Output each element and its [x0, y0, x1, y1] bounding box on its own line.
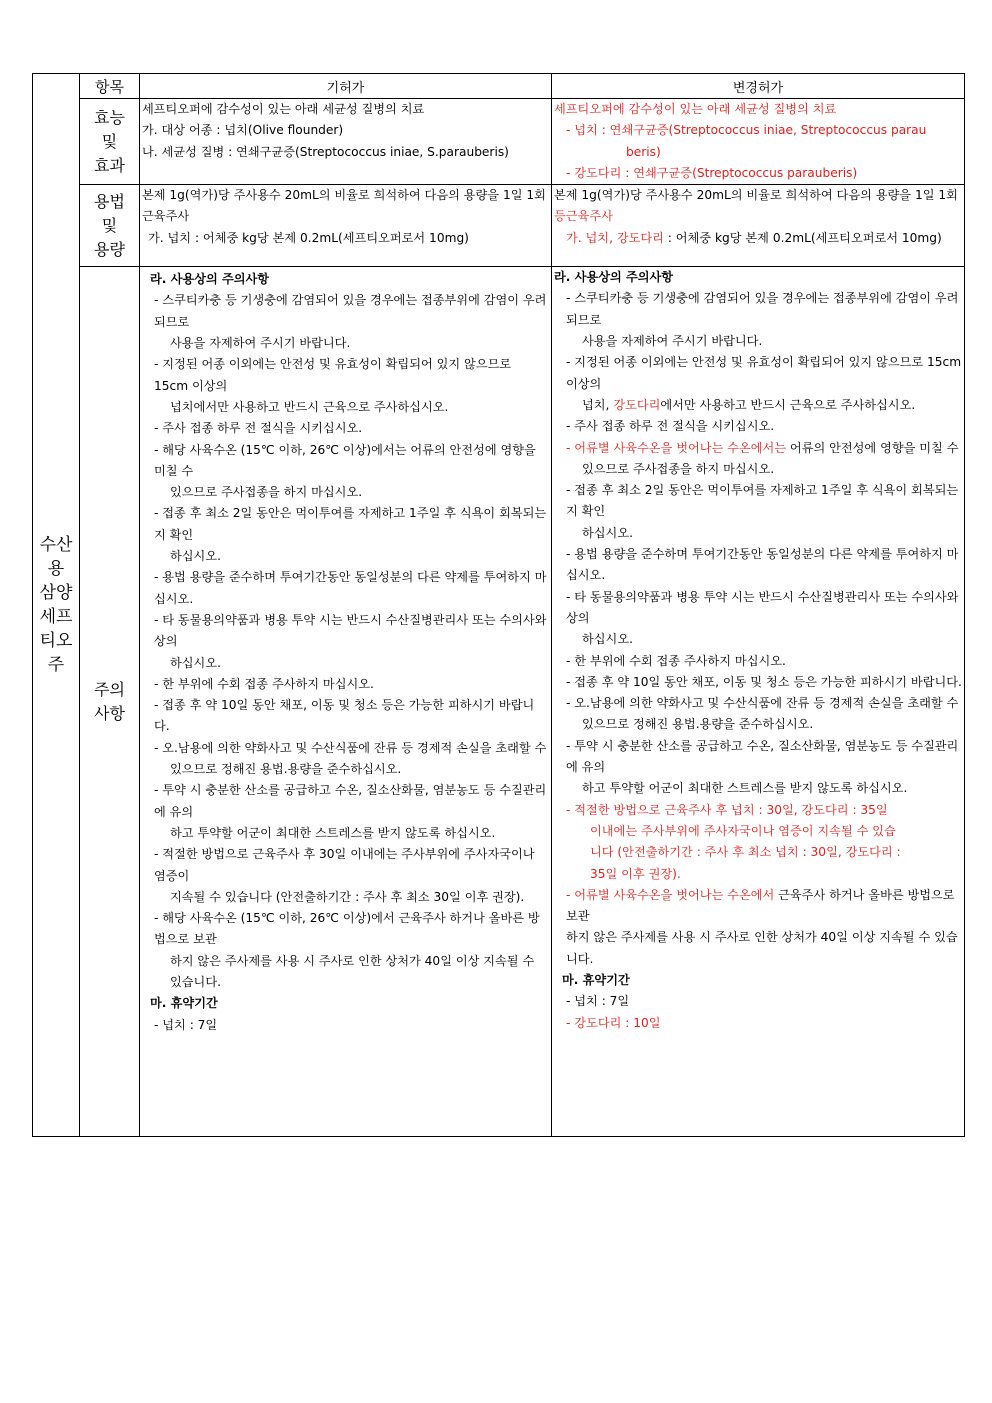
caution-existing-line: - 오.남용에 의한 약화사고 및 수산식품에 잔류 등 경제적 손실을 초래할 수 — [154, 740, 547, 755]
caution-changed-line: - 스쿠티카충 등 기생충에 감염되어 있을 경우에는 접종부위에 감염이 우려되므로 — [566, 291, 959, 327]
caution-existing-line: - 지정된 어종 이외에는 안전성 및 유효성이 확립되어 있지 않으므로 15cm 이상의 — [154, 357, 512, 393]
caution-existing-line: - 한 부위에 수회 접종 주사하지 마십시오. — [154, 676, 374, 691]
caution-changed-line: 이내에는 주사부위에 주사자국이나 염증이 지속될 수 있습 — [590, 823, 896, 838]
efficacy-existing-line: 세프티오퍼에 감수성이 있는 아래 세균성 질병의 치료 — [142, 102, 425, 116]
efficacy-existing-line: 나. 세균성 질병 : 연쇄구균증(Streptococcus iniae, S.parauberis) — [142, 144, 509, 159]
header-existing: 기허가 — [140, 74, 552, 99]
caution-changed-line: - 투약 시 충분한 산소를 공급하고 수온, 질소산화물, 염분농도 등 수질관리에 유의 — [566, 738, 959, 775]
caution-changed-text: 근육주사 하거나 올바른 방법으로 보관 — [566, 887, 955, 924]
dosage-changed-text: 본제 1g(역가)당 주사용수 20mL의 비율로 희석하여 다음의 용량을 1일 1회 — [554, 188, 958, 203]
efficacy-existing — [140, 99, 552, 185]
caution-changed-line: 하십시오. — [582, 632, 633, 647]
caution-existing-line: - 타 동물용의약품과 병용 투약 시는 반드시 수산질병관리사 또는 수의사와 상의 — [154, 612, 547, 649]
dosage-label — [80, 185, 140, 267]
caution-existing-line: - 접종 후 약 10일 동안 채포, 이동 및 청소 등은 가능한 피하시기 바랍니다. — [154, 698, 535, 734]
caution-changed-line: - 한 부위에 수회 접종 주사하지 마십시오. — [566, 653, 786, 668]
caution-changed-line: 있으므로 정해진 용법.용량을 준수하십시오. — [582, 717, 814, 732]
caution-existing-line: 하십시오. — [170, 655, 221, 670]
caution-changed-line: 있으므로 주사접종을 하지 마십시오. — [582, 461, 775, 476]
caution-section-heading: 마. 휴약기간 — [562, 972, 630, 987]
dosage-existing — [140, 185, 552, 267]
dosage-label-text: 용법 및 용량 — [94, 191, 125, 259]
caution-changed-line: 니다 (안전출하기간 : 주사 후 최소 넙치 : 30일, 강도다리 : — [590, 845, 901, 860]
caution-changed-line: 35일 이후 권장). — [590, 866, 681, 881]
caution-existing-line: - 용법 용량을 준수하며 투여기간동안 동일성분의 다른 약제를 투여하지 마십시오. — [154, 570, 547, 606]
caution-changed-line: - 강도다리 : 10일 — [566, 1015, 661, 1030]
caution-changed-line: - 주사 접종 하루 전 절식을 시키십시오. — [566, 419, 775, 434]
efficacy-changed-line: - 넙치 : 연쇄구균증(Streptococcus iniae, Streptococcus parau — [566, 123, 927, 138]
caution-existing-line: - 해당 사육수온 (15℃ 이하, 26℃ 이상)에서 근육주사 하거나 올바른 방법으로 보관 — [154, 911, 540, 947]
dosage-changed-text: : 어체중 kg당 본제 0.2mL(세프티오퍼로서 10mg) — [663, 230, 942, 245]
caution-changed-line — [554, 395, 962, 416]
caution-changed-line: - 용법 용량을 준수하며 투여기간동안 동일성분의 다른 약제를 투여하지 마십시오. — [566, 547, 959, 583]
efficacy-existing-line: 가. 대상 어종 : 넙치(Olive flounder) — [142, 123, 344, 138]
product-name: 수산 용 삼양 세프 티오 주 — [39, 535, 73, 676]
caution-changed-line: - 지정된 어종 이외에는 안전성 및 유효성이 확립되어 있지 않으므로 15cm 이상의 — [566, 355, 962, 391]
caution-changed-line — [554, 438, 962, 459]
dosage-changed-line — [554, 228, 962, 249]
caution-section-heading: 라. 사용상의 주의사항 — [150, 272, 270, 287]
caution-existing-line: - 넙치 : 7일 — [154, 1017, 218, 1032]
caution-existing-line: 하지 않은 주사제를 사용 시 주사로 인한 상처가 40일 이상 지속될 수 있습니다. — [170, 953, 535, 989]
dosage-changed-line — [554, 185, 962, 228]
caution-existing-line: - 주사 접종 하루 전 절식을 시키십시오. — [154, 421, 363, 436]
caution-existing-line: - 투약 시 충분한 산소를 공급하고 수온, 질소산화물, 염분농도 등 수질관리에 유의 — [154, 783, 547, 819]
product-name-cell — [33, 74, 80, 1137]
caution-changed-line: 하고 투약할 어군이 최대한 스트레스를 받지 않도록 하십시오. — [582, 781, 908, 796]
efficacy-label-text: 효능 및 효과 — [94, 107, 125, 175]
caution-label — [80, 267, 140, 1137]
caution-existing-line: 하고 투약할 어군이 최대한 스트레스를 받지 않도록 하십시오. — [170, 825, 496, 840]
dosage-existing-line: 본제 1g(역가)당 주사용수 20mL의 비율로 희석하여 다음의 용량을 1일 1회 근육주사 — [142, 188, 546, 224]
caution-changed-line — [554, 885, 962, 928]
caution-changed-highlight: - 어류별 사육수온을 벗어나는 수온에서 — [566, 887, 775, 902]
caution-label-text: 주의 사항 — [94, 679, 125, 723]
caution-existing-line: - 스쿠티카충 등 기생충에 감염되어 있을 경우에는 접종부위에 감염이 우려되므로 — [154, 293, 547, 329]
caution-existing-line: - 접종 후 최소 2일 동안은 먹이투여를 자제하고 1주일 후 식욕이 회복되는지 확인 — [154, 506, 547, 542]
caution-existing-line: 있으므로 주사접종을 하지 마십시오. — [170, 485, 363, 500]
caution-changed-line: - 접종 후 최소 2일 동안은 먹이투여를 자제하고 1주일 후 식욕이 회복되는지 확인 — [566, 483, 959, 519]
efficacy-changed-line: beris) — [626, 144, 661, 159]
permit-comparison-table — [32, 73, 965, 1137]
caution-changed — [552, 267, 965, 1137]
caution-changed-line: - 오.남용에 의한 약화사고 및 수산식품에 잔류 등 경제적 손실을 초래할 수 — [566, 696, 959, 711]
caution-changed-line: 사용을 자제하여 주시기 바랍니다. — [582, 334, 763, 349]
efficacy-changed — [552, 99, 965, 185]
caution-existing-line: 지속될 수 있습니다 (안전출하기간 : 주사 후 최소 30일 이후 권장). — [170, 889, 525, 904]
caution-changed-line: - 적절한 방법으로 근육주사 후 넙치 : 30일, 강도다리 : 35일 — [566, 802, 888, 817]
efficacy-label — [80, 99, 140, 185]
caution-changed-text: 에서만 사용하고 반드시 근육으로 주사하십시오. — [660, 397, 916, 412]
caution-changed-line: 하지 않은 주사제를 사용 시 주사로 인한 상처가 40일 이상 지속될 수 있습니다. — [566, 930, 958, 966]
caution-changed-line: - 접종 후 약 10일 동안 채포, 이동 및 청소 등은 가능한 피하시기 바랍니다. — [566, 674, 962, 689]
caution-existing — [140, 267, 552, 1137]
header-changed: 변경허가 — [552, 74, 965, 99]
caution-changed-line: - 넙치 : 7일 — [566, 994, 630, 1009]
caution-existing-line: 있으므로 정해진 용법.용량을 준수하십시오. — [170, 762, 402, 777]
header-item: 항목 — [80, 74, 140, 99]
caution-section-heading: 라. 사용상의 주의사항 — [554, 270, 674, 285]
efficacy-changed-line: - 강도다리 : 연쇄구균증(Streptococcus parauberis) — [566, 165, 858, 180]
dosage-changed-highlight: 등근육주사 — [554, 209, 613, 224]
dosage-changed-highlight: 가. 넙치, 강도다리 — [566, 230, 664, 245]
dosage-existing-line: 가. 넙치 : 어체중 kg당 본제 0.2mL(세프티오퍼로서 10mg) — [148, 230, 469, 245]
caution-changed-highlight: - 어류별 사육수온을 벗어나는 수온에서는 — [566, 440, 787, 455]
efficacy-changed-line: 세프티오퍼에 감수성이 있는 아래 세균성 질병의 치료 — [554, 102, 837, 116]
caution-changed-text: 어류의 안전성에 영향을 미칠 수 — [786, 440, 959, 455]
caution-existing-line: - 적절한 방법으로 근육주사 후 30일 이내에는 주사부위에 주사자국이나 염증이 — [154, 847, 535, 883]
caution-changed-line: - 타 동물용의약품과 병용 투약 시는 반드시 수산질병관리사 또는 수의사와 상의 — [566, 589, 959, 625]
caution-changed-line: 하십시오. — [582, 525, 633, 540]
caution-changed-highlight: 강도다리 — [613, 397, 661, 412]
caution-existing-line: - 해당 사육수온 (15℃ 이하, 26℃ 이상)에서는 어류의 안전성에 영향을 미칠 수 — [154, 442, 536, 478]
caution-existing-line: 넙치에서만 사용하고 반드시 근육으로 주사하십시오. — [170, 399, 449, 414]
caution-existing-line: 하십시오. — [170, 549, 221, 564]
dosage-changed — [552, 185, 965, 267]
caution-changed-text: 넙치, — [582, 397, 614, 412]
caution-section-heading: 마. 휴약기간 — [150, 996, 218, 1011]
caution-existing-line: 사용을 자제하여 주시기 바랍니다. — [170, 336, 351, 351]
